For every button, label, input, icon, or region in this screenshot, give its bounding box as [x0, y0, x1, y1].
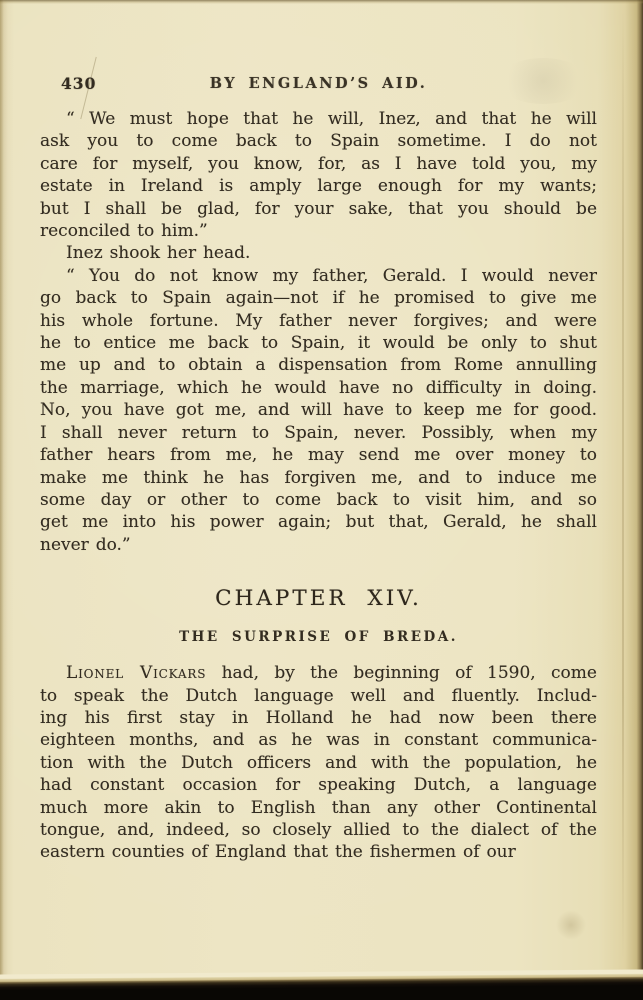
text-line: some day or other to come back to visit him, and so	[40, 489, 597, 510]
paragraph	[40, 108, 597, 242]
page-right-crease	[622, 10, 624, 960]
text-line: had constant occasion for speaking Dutch, a language	[40, 775, 597, 796]
text-line: the marriage, which he would have no difficulty in doing.	[40, 377, 597, 398]
text-line: his whole fortune. My father never forgives; and were	[40, 310, 597, 331]
page-left-edge	[0, 0, 8, 1000]
text-line: make me think he has forgiven me, and to induce me	[40, 467, 597, 488]
paragraph	[40, 265, 597, 556]
paragraph	[40, 242, 597, 264]
text-line: Lionel Vickars had, by the beginning of 1590, come	[66, 663, 597, 684]
page-number: 430	[61, 74, 97, 93]
text-column	[40, 0, 597, 1000]
text-line: ask you to come back to Spain sometime. I do not	[40, 131, 597, 152]
text-line: care for myself, you know, for, as I have told you, my	[40, 153, 597, 174]
text-line: never do.”	[40, 534, 131, 555]
text-line: me up and to obtain a dispensation from Rome annulling	[40, 355, 597, 376]
text-line: get me into his power again; but that, Gerald, he shall	[40, 512, 597, 533]
section-heading: THE SURPRISE OF BREDA.	[179, 629, 458, 646]
text-line: tion with the Dutch officers and with the population, he	[40, 752, 597, 773]
text-line: ing his first stay in Holland he had now been there	[40, 707, 597, 728]
paragraph	[40, 662, 597, 864]
text-line: estate in Ireland is amply large enough for my wants;	[40, 176, 597, 197]
text-line: “ You do not know my father, Gerald. I would never	[66, 265, 597, 286]
text-line: Inez shook her head.	[66, 243, 251, 264]
text-line: eighteen months, and as he was in constant communica-	[40, 730, 597, 751]
text-line: reconciled to him.”	[40, 221, 208, 242]
text-line: I shall never return to Spain, never. Possibly, when my	[40, 422, 597, 443]
text-line: but I shall be glad, for your sake, that you should be	[40, 198, 597, 219]
text-line: to speak the Dutch language well and fluently. Includ-	[40, 685, 597, 706]
page-bottom-edge	[0, 969, 643, 1000]
smallcaps-lead: Lionel Vickars	[66, 663, 207, 684]
text-line: No, you have got me, and will have to keep me for good.	[40, 400, 597, 421]
chapter-heading: CHAPTER XIV.	[215, 586, 422, 612]
text-line: much more akin to English than any other Continental	[40, 797, 597, 818]
text-line: he to entice me back to Spain, it would be only to shut	[40, 333, 597, 354]
text-line: “ We must hope that he will, Inez, and that he will	[66, 109, 597, 129]
text-line: eastern counties of England that the fishermen of our	[40, 842, 516, 863]
page-body	[40, 108, 597, 864]
text-line: tongue, and, indeed, so closely allied to the dialect of the	[40, 819, 597, 840]
text-line: father hears from me, he may send me over money to	[40, 445, 597, 466]
running-header: BY ENGLAND’S AID.	[209, 75, 428, 92]
text-line: go back to Spain again—not if he promised to give me	[40, 288, 597, 309]
